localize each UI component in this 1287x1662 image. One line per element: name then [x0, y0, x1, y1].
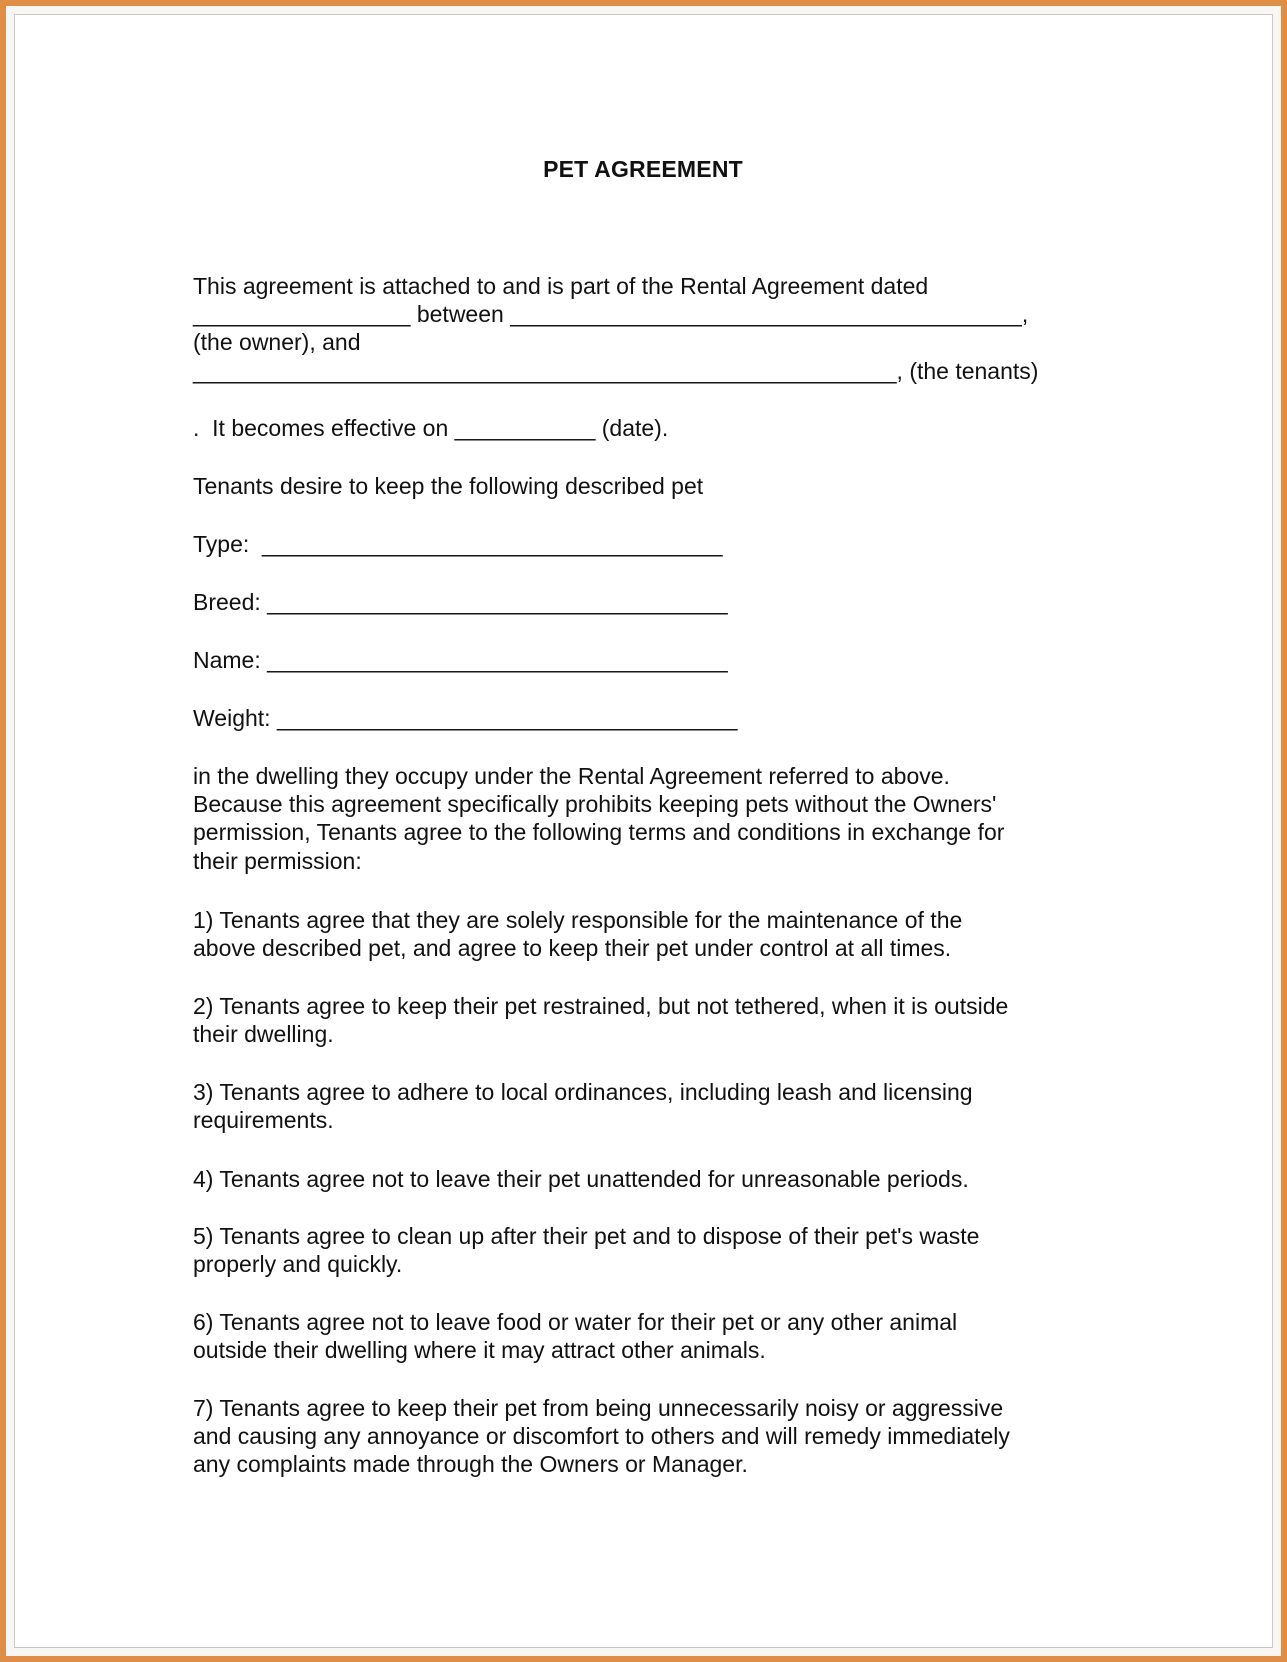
intro-line: (the owner), and	[193, 329, 361, 355]
effective-date-line: . It becomes effective on ___________ (date).	[193, 415, 669, 441]
term-2-line: their dwelling.	[193, 1021, 334, 1047]
term-7-line: any complaints made through the Owners or Manager.	[193, 1451, 748, 1477]
term-7-line: and causing any annoyance or discomfort to others and will remedy immediately	[193, 1423, 1010, 1449]
term-5-line: 5) Tenants agree to clean up after their pet and to dispose of their pet's waste	[193, 1223, 980, 1249]
term-3-line: 3) Tenants agree to adhere to local ordinances, including leash and licensing	[193, 1079, 973, 1105]
document-title: PET AGREEMENT	[543, 156, 743, 182]
pet-name-field: Name: ____________________________________	[193, 647, 728, 673]
permission-paragraph-line: Because this agreement specifically prohibits keeping pets without the Owners'	[193, 791, 997, 817]
term-1-line: 1) Tenants agree that they are solely responsible for the maintenance of the	[193, 907, 963, 933]
permission-paragraph-line: permission, Tenants agree to the following terms and conditions in exchange for	[193, 819, 1005, 845]
pet-weight-field: Weight: ____________________________________	[193, 705, 738, 731]
term-6-line: outside their dwelling where it may attract other animals.	[193, 1337, 766, 1363]
intro-line: _________________ between ________________________________________,	[193, 301, 1029, 327]
term-2-line: 2) Tenants agree to keep their pet restrained, but not tethered, when it is outside	[193, 993, 1009, 1019]
intro-line: This agreement is attached to and is part of the Rental Agreement dated	[193, 273, 929, 299]
term-1-line: above described pet, and agree to keep their pet under control at all times.	[193, 935, 952, 961]
term-4-line: 4) Tenants agree not to leave their pet unattended for unreasonable periods.	[193, 1166, 969, 1192]
pet-type-field: Type: ____________________________________	[193, 531, 723, 557]
term-5-line: properly and quickly.	[193, 1251, 403, 1277]
pet-intro: Tenants desire to keep the following described pet	[193, 473, 704, 499]
permission-paragraph-line: in the dwelling they occupy under the Rental Agreement referred to above.	[193, 763, 950, 789]
term-3-line: requirements.	[193, 1107, 334, 1133]
term-7-line: 7) Tenants agree to keep their pet from being unnecessarily noisy or aggressive	[193, 1395, 1004, 1421]
intro-line: _______________________________________________________, (the tenants)	[193, 358, 1039, 384]
term-6-line: 6) Tenants agree not to leave food or water for their pet or any other animal	[193, 1309, 958, 1335]
permission-paragraph-line: their permission:	[193, 848, 362, 874]
pet-breed-field: Breed: ____________________________________	[193, 589, 728, 615]
